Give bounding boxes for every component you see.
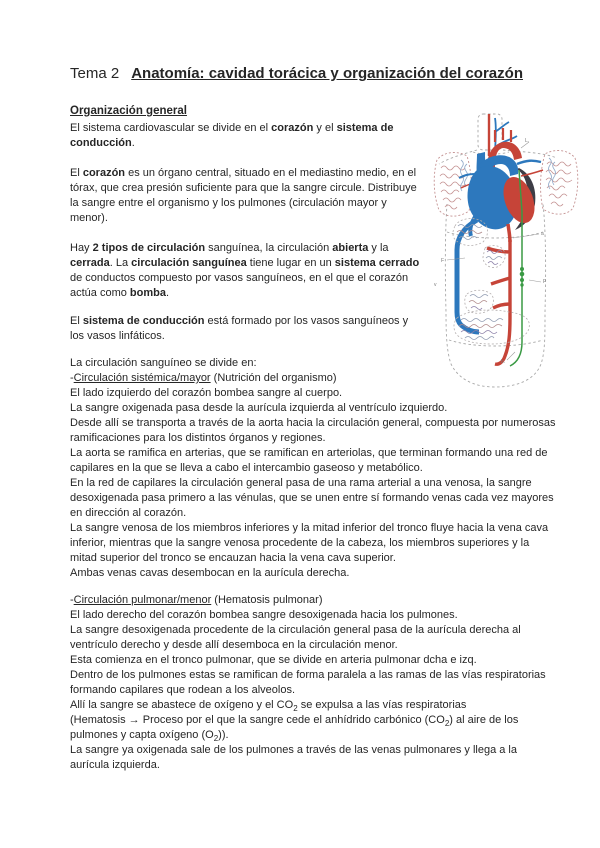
pulmonary-line: Dentro de los pulmones estas se ramifican de forma paralela a las ramas de las vías respiratorias formando capilares que rodean a los alveolos. [70,669,546,696]
svg-text:F: F [441,258,445,264]
descending-aorta-stub [508,224,510,242]
right-lung [541,151,578,215]
systemic-line: En la red de capilares la circulación general pasa de una rama arterial a una venosa, la sangre desoxigenada pasa primero a las vénulas, que se unen entre sí formando venas cada vez mayores en dirección al corazón. [70,477,554,519]
systemic-title: Circulación sistémica/mayor [73,372,211,384]
systemic-line: El lado izquierdo del corazón bombea sangre al cuerpo. [70,387,343,399]
systemic-line: La sangre oxigenada pasa desde la aurícula izquierda al ventrículo izquierdo. [70,402,448,414]
paragraph-conduction-system: El sistema de conducción está formado por los vasos sanguíneos y los vasos linfáticos. [70,315,409,342]
pulmonary-circulation-section [70,593,556,773]
pulmonary-gas-exchange-line: Allí la sangre se abastece de oxígeno y el $CO_2$ se expulsa a las vías respiratorias [70,699,467,714]
paragraph-cardiovascular-division: El sistema cardiovascular se divide en el corazón y el sistema de conducción. [70,122,394,149]
systemic-circulation-section [70,371,556,581]
svg-text:a: a [541,231,544,237]
pulmonary-title: Circulación pulmonar/menor [73,594,212,606]
pulmonary-hematosis-line: (Hematosis → Proceso por el que la sangre cede el anhídrido carbónico $(CO_2)$ al aire de los pulmones y capta oxígeno $(O_2)$). [70,714,519,744]
pulmonary-closing-line: La sangre ya oxigenada sale de los pulmones a través de las venas pulmonares y llega a la aurícula izquierda. [70,744,517,771]
systemic-line: Desde allí se transporta a través de la aorta hacia la circulación general, compuesta por numerosas ramificaciones para los distintos órganos y regiones. [70,417,556,444]
pulmonary-title-line: -Circulación pulmonar/menor (Hematosis pulmonar) [70,594,323,606]
section-heading: Organización general [70,105,187,117]
svg-text:v: v [434,282,437,288]
pulmonary-line: La sangre desoxigenada procedente de la circulación general pasa de la aurícula derecha al ventrículo derecho y desde allí desemboca en la circulación menor. [70,624,521,651]
left-shoulder-line [439,150,477,164]
systemic-title-line: -Circulación sistémica/mayor (Nutrición del organismo) [70,372,337,384]
division-intro-line: La circulación sanguíneo se divide en: [70,357,257,369]
page-title [70,64,556,84]
paragraph-circulation-types: Hay 2 tipos de circulación sanguínea, la circulación abierta y la cerrada. La circulación sanguínea tiene lugar en un sistema cerrado de conductos compuesto por vasos sanguíneos, en el que el corazón actúa como bomba. [70,242,420,299]
title-prefix: Tema 2 [70,65,120,82]
systemic-line: Ambas venas cavas desembocan en la aurícula derecha. [70,567,350,579]
circulation-svg [431,112,583,398]
pulmonary-line: El lado derecho del corazón bombea sangre desoxigenada hacia los pulmones. [70,609,458,621]
svg-text:b.: b. [501,359,506,365]
svg-text:L.: L. [525,138,530,144]
systemic-line: La aorta se ramifica en arterias, que se ramifican en arteriolas, que terminan formando una red de capilares en la que se lleva a cabo el intercambio gaseoso y metabólico. [70,447,548,474]
title-main: Anatomía: cavidad torácica y organización del corazón [131,65,523,82]
right-pulmonary-vessel [517,161,541,164]
paragraph-heart-description: El corazón es un órgano central, situado en el mediastino medio, en el tórax, que crea presión suficiente para que la sangre circule. Distribuye la sangre entre el organismo y los pulmones (circulación mayor y menor). [70,167,417,224]
circulation-figure [431,112,583,398]
svg-text:P: P [543,279,547,285]
pulmonary-line: Esta comienza en el tronco pulmonar, que se divide en arteria pulmonar dcha e izq. [70,654,477,666]
systemic-line: La sangre venosa de los miembros inferiores y la mitad inferior del tronco fluye hacia la vena cava inferior, mientras que la sangre venosa procedente de la cabeza, los miembros superiores y la mitad superior del tronco se encauzan hacia la vena cava superior. [70,522,549,564]
left-lung [434,153,471,217]
